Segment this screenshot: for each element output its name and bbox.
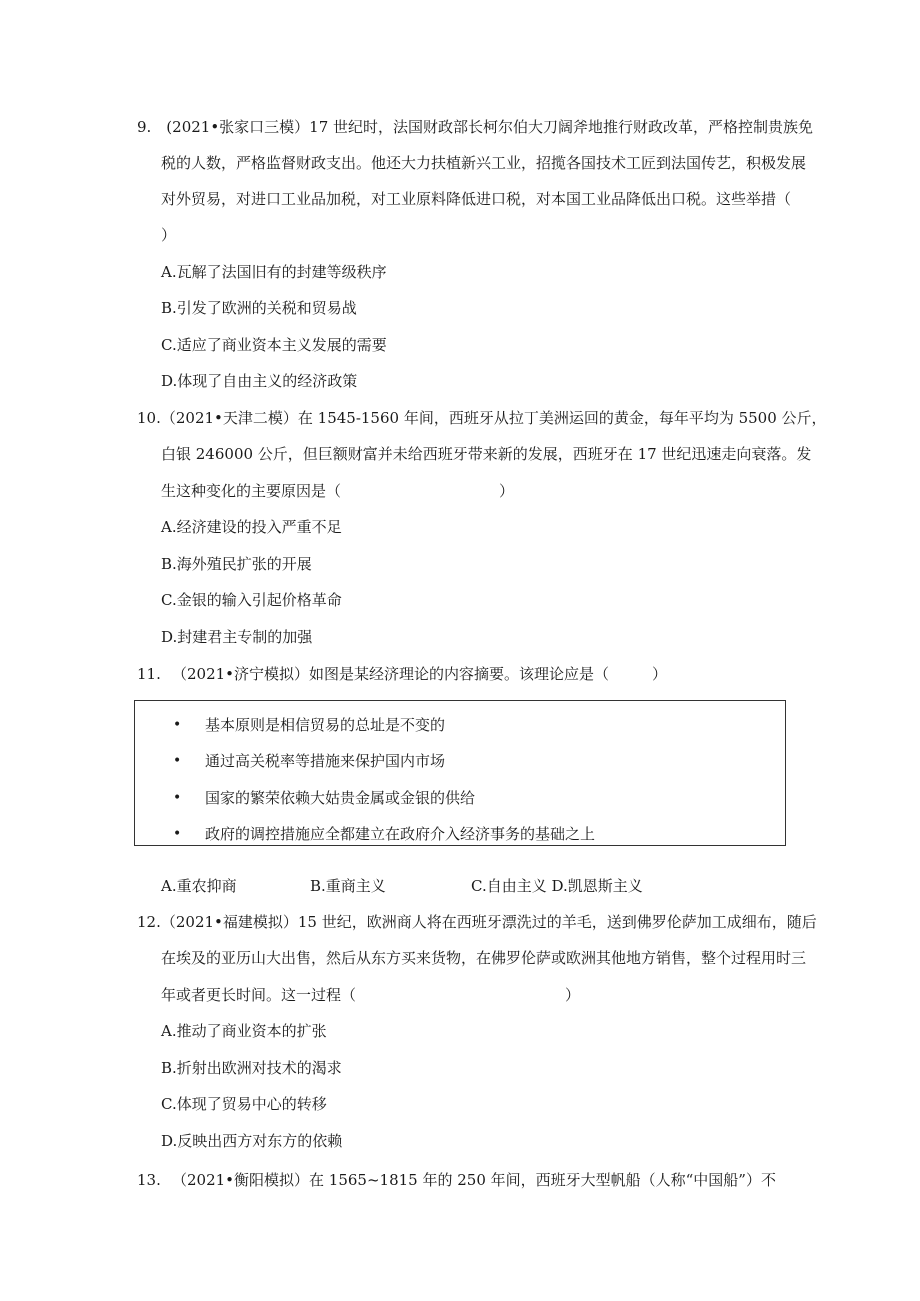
q12-option-d[interactable]: D.反映出西方对东方的依赖	[161, 1132, 343, 1150]
q10-answer-bracket-close: ）	[499, 482, 515, 500]
q12-stem-line-1: 12.（2021•福建模拟）15 世纪，欧洲商人将在西班牙漂洗过的羊毛，送到佛罗伦萨加工成细布，随后	[137, 913, 817, 931]
bullet-icon: •	[173, 790, 182, 806]
q9-stem-line-1: 9. (2021•张家口三模）17 世纪时，法国财政部长柯尔伯大刀阔斧地推行财政改革，严格控制贵族免	[137, 118, 814, 136]
summary-item-1: 基本原则是相信贸易的总址是不变的	[205, 716, 446, 734]
q9-option-a[interactable]: A.瓦解了法国旧有的封建等级秩序	[161, 263, 387, 281]
bullet-icon: •	[173, 717, 182, 733]
q9-stem-line-3: 对外贸易，对进口工业品加税，对工业原料降低进口税，对本国工业品降低出口税。这些举措（	[161, 190, 792, 208]
q10-option-b[interactable]: B.海外殖民扩张的开展	[161, 555, 312, 573]
q11-number: 11.	[137, 665, 161, 683]
q9-stem-line-4: ）	[161, 226, 177, 244]
q10-stem-line-2: 白银 246000 公斤，但巨额财富并未给西班牙带来新的发展，西班牙在 17 世纪迅速走向衰落。发	[161, 445, 812, 463]
q9-option-c[interactable]: C.适应了商业资本主义发展的需要	[161, 336, 387, 354]
q12-option-b[interactable]: B.折射出欧洲对技术的渴求	[161, 1059, 342, 1077]
summary-item-3: 国家的繁荣依赖大姑贵金属或金银的供给	[205, 789, 476, 807]
bullet-icon: •	[173, 753, 182, 769]
q10-option-a[interactable]: A.经济建设的投入严重不足	[161, 518, 342, 536]
q12-option-a[interactable]: A.推动了商业资本的扩张	[161, 1022, 327, 1040]
q12-answer-bracket-close: ）	[565, 986, 581, 1004]
bullet-icon: •	[173, 826, 182, 842]
q11-answer-bracket-close: ）	[652, 665, 668, 683]
q10-stem-line-3: 生这种变化的主要原因是（	[161, 482, 342, 500]
q11-option-b[interactable]: B.重商主义	[310, 877, 386, 895]
q11-option-a[interactable]: A.重农抑商	[161, 877, 237, 895]
q10-stem-line-1: 10.（2021•天津二模）在 1545-1560 年间，西班牙从拉丁美洲运回的黄金，每年平均为 5500 公斤，	[137, 409, 827, 427]
q12-stem-line-2: 在埃及的亚历山大出售，然后从东方买来货物，在佛罗伦萨或欧洲其他地方销售，整个过程用时三	[161, 949, 807, 967]
q9-stem-line-2: 税的人数，严格监督财政支出。他还大力扶植新兴工业，招揽各国技术工匠到法国传艺，积极发展	[161, 154, 807, 172]
q10-option-d[interactable]: D.封建君主专制的加强	[161, 628, 313, 646]
q9-option-b[interactable]: B.引发了欧洲的关税和贸易战	[161, 299, 357, 317]
summary-item-2: 通过高关税率等措施来保护国内市场	[205, 752, 446, 770]
theory-summary-box	[134, 700, 786, 846]
q10-option-c[interactable]: C.金银的输入引起价格革命	[161, 591, 342, 609]
q11-option-c-d[interactable]: C.自由主义 D.凯恩斯主义	[471, 877, 643, 895]
q12-option-c[interactable]: C.体现了贸易中心的转移	[161, 1095, 327, 1113]
summary-item-4: 政府的调控措施应全都建立在政府介入经济事务的基础之上	[205, 825, 596, 843]
q9-option-d[interactable]: D.体现了自由主义的经济政策	[161, 372, 358, 390]
q12-stem-line-3: 年或者更长时间。这一过程（	[161, 986, 357, 1004]
q13-number: 13.	[137, 1171, 161, 1189]
q13-stem: （2021•衡阳模拟）在 1565~1815 年的 250 年间，西班牙大型帆船（人称“中国船”）不	[172, 1171, 776, 1189]
q11-stem: （2021•济宁模拟）如图是某经济理论的内容摘要。该理论应是（	[172, 665, 610, 683]
